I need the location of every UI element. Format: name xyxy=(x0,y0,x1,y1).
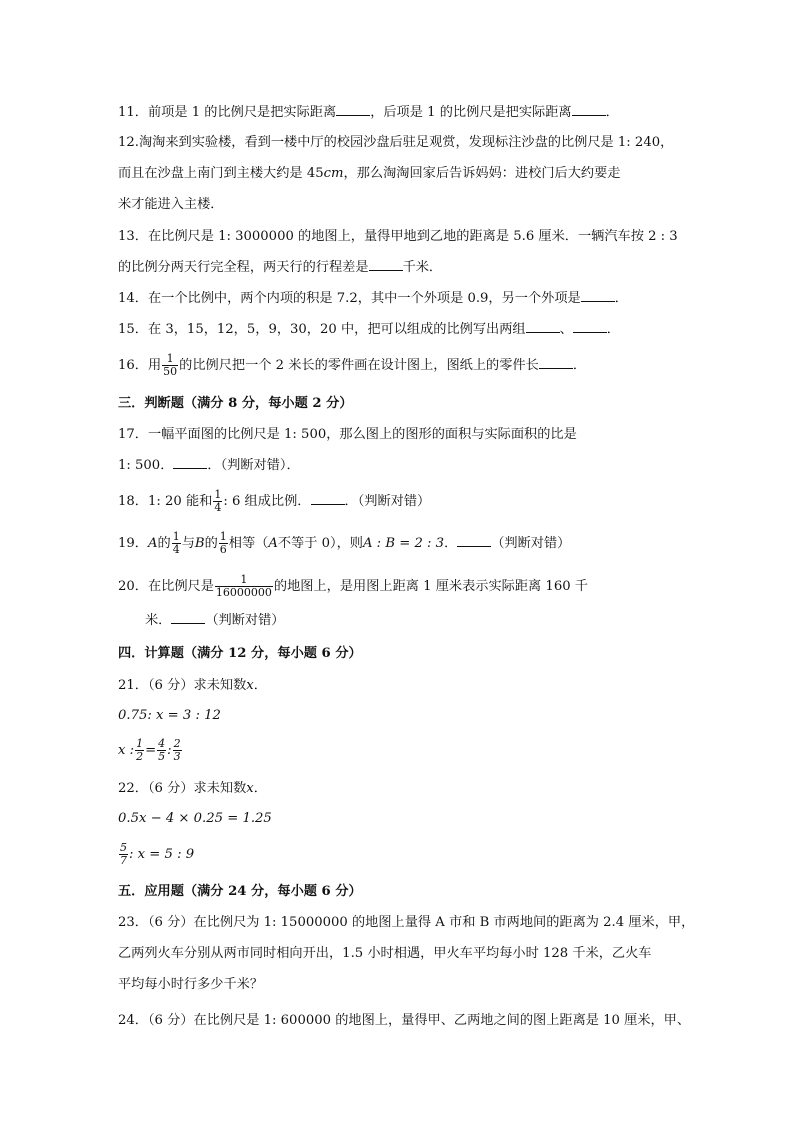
q12-text-2b: ，那么淘淘回家后告诉妈妈：进校门后大约要走 xyxy=(343,166,621,181)
q21-title-text: 21．（6 分）求未知数 xyxy=(118,678,247,693)
section-3-heading: 三．判断题（满分 8 分，每小题 2 分） xyxy=(118,396,353,411)
q22-equation-2 xyxy=(118,842,194,867)
fraction xyxy=(157,738,166,763)
q16-text-a: 16．用 xyxy=(118,358,162,373)
question-19 xyxy=(118,531,570,556)
answer-blank[interactable] xyxy=(336,103,370,116)
fraction xyxy=(219,531,228,556)
question-21-title xyxy=(118,676,267,696)
q19-text-a: 19． xyxy=(118,536,148,551)
fraction-denominator: 4 xyxy=(172,543,180,556)
variable-a: A xyxy=(147,536,158,551)
q17-text-1: 17．一幅平面图的比例尺是 1: 500，那么图上的图形的面积与实际面积的比是 xyxy=(118,427,577,442)
q20-text-2b: （判断对错） xyxy=(205,613,285,628)
fraction-numerator: 2 xyxy=(173,737,181,750)
q19-ratio: A : B = 2 : 3 xyxy=(362,536,445,551)
q11-text-b: ，后项是 1 的比例尺是把实际距离 xyxy=(370,105,572,120)
q19-text-g: ． xyxy=(444,536,458,551)
question-12-line-1 xyxy=(118,133,673,153)
question-24-line-1: 24．（6 分）在比例尺是 1: 600000 的地图上，量得甲、乙两地之间的图上距离是 10 厘米，甲、 xyxy=(118,1013,691,1028)
eq-part: = xyxy=(145,743,157,758)
q20-text-2a: 米． xyxy=(145,613,172,628)
question-17-line-2 xyxy=(118,456,300,476)
eq-part: : x = 5 : 9 xyxy=(129,847,195,862)
question-11 xyxy=(118,103,619,123)
answer-blank[interactable] xyxy=(173,456,207,469)
eq-part: x : xyxy=(118,743,135,758)
q19-text-d: 的 xyxy=(204,536,218,551)
fraction-denominator: 6 xyxy=(219,543,227,556)
fraction xyxy=(213,489,222,514)
answer-blank[interactable] xyxy=(581,289,615,302)
answer-blank[interactable] xyxy=(539,356,573,369)
question-17-line-1 xyxy=(118,425,577,445)
question-23-line-2: 乙两列火车分别从两市同时相向开出，1.5 小时相遇，甲火车平均每小时 128 千米，乙火车 xyxy=(118,946,652,961)
variable-x: x xyxy=(246,678,254,693)
q14-text-a: 14．在一个比例中，两个内项的积是 7.2，其中一个外项是 0.9，另一个外项是 xyxy=(118,291,581,306)
q21-equation-1: 0.75: x = 3 : 12 xyxy=(118,708,221,723)
question-18 xyxy=(118,489,430,514)
fraction-numerator: 1 xyxy=(214,488,222,501)
fraction-numerator: 4 xyxy=(158,737,166,750)
fraction xyxy=(172,531,181,556)
q22-title-text: 22．（6 分）求未知数 xyxy=(118,781,247,796)
fraction xyxy=(119,842,128,867)
q13-text-1: 13．在比例尺是 1: 3000000 的地图上，量得甲地到乙地的距离是 5.6 厘米．一辆汽车按 2 : 3 xyxy=(118,229,678,244)
fraction-denominator: 3 xyxy=(173,750,181,763)
question-16 xyxy=(118,353,586,378)
answer-blank[interactable] xyxy=(572,103,606,116)
q11-text-c: ． xyxy=(605,105,619,120)
q13-text-2b: 千米． xyxy=(402,260,443,275)
fraction-denominator: 2 xyxy=(136,750,144,763)
q18-text-b: : 6 组成比例． xyxy=(223,494,311,509)
q17-text-2a: 1: 500． xyxy=(118,458,174,473)
answer-blank[interactable] xyxy=(526,320,560,333)
variable-b: B xyxy=(194,536,205,551)
fraction-denominator: 16000000 xyxy=(215,586,272,599)
variable-x: x xyxy=(246,781,254,796)
q22-equation-1: 0.5x − 4 × 0.25 = 1.25 xyxy=(118,811,272,826)
fraction-numerator: 1 xyxy=(215,574,273,587)
question-20-line-1 xyxy=(118,574,588,599)
q16-text-c: ． xyxy=(572,358,586,373)
fraction-denominator: 5 xyxy=(158,750,166,763)
q13-text-2a: 的比例分两天行完全程，两天行的行程差是 xyxy=(118,260,369,275)
question-20-line-2 xyxy=(145,611,285,631)
q20-text-b: 的地图上，是用图上距离 1 厘米表示实际距离 160 千 xyxy=(273,579,588,594)
fraction-denominator: 50 xyxy=(163,365,178,378)
question-22-title xyxy=(118,779,267,799)
answer-blank[interactable] xyxy=(311,492,345,505)
q11-text-a: 11．前项是 1 的比例尺是把实际距离 xyxy=(118,105,337,120)
section-5-heading: 五．应用题（满分 24 分，每小题 6 分） xyxy=(118,884,362,899)
q15-text-c: ． xyxy=(606,322,620,337)
q14-text-b: ． xyxy=(614,291,628,306)
q17-text-2b: ．（判断对错）． xyxy=(207,458,300,473)
eq-part: : xyxy=(167,743,172,758)
q15-text-a: 15．在 3，15，12，5，9，30，20 中，把可以组成的比例写出两组 xyxy=(118,322,526,337)
q18-text-a: 18．1: 20 能和 xyxy=(118,494,213,509)
answer-blank[interactable] xyxy=(369,258,403,271)
fraction xyxy=(215,574,273,599)
question-13-line-2 xyxy=(118,258,442,278)
q15-text-b: 、 xyxy=(559,322,573,337)
q21-equation-2 xyxy=(118,738,183,763)
q12-text-2a: 而且在沙盘上南门到主楼大约是 45 xyxy=(118,166,324,181)
q19-text-c: 与 xyxy=(181,536,195,551)
q19-text-b: 的 xyxy=(157,536,171,551)
question-23-line-1: 23．（6 分）在比例尺为 1: 15000000 的地图上量得 A 市和 B 市两地间的距离为 2.4 厘米，甲， xyxy=(118,915,695,930)
fraction-numerator: 1 xyxy=(162,353,178,366)
q22-title-dot: ． xyxy=(253,781,267,796)
fraction xyxy=(173,738,182,763)
question-15 xyxy=(118,320,620,340)
q20-text-a: 20．在比例尺是 xyxy=(118,579,214,594)
q19-text-f: 不等于 0），则 xyxy=(277,536,363,551)
variable-a: A xyxy=(268,536,278,551)
question-14 xyxy=(118,289,628,309)
q19-text-h: （判断对错） xyxy=(491,536,571,551)
question-12-line-2 xyxy=(118,164,620,184)
q12-unit: cm xyxy=(323,166,344,181)
question-12-line-3 xyxy=(118,195,224,215)
q19-text-e: 相等（ xyxy=(228,536,269,551)
fraction-denominator: 7 xyxy=(120,854,127,867)
q12-text-1: 12.淘淘来到实验楼，看到一楼中厅的校园沙盘后驻足观赏，发现标注沙盘的比例尺是 1: 240， xyxy=(118,135,674,150)
question-13-line-1 xyxy=(118,227,678,247)
fraction-numerator: 1 xyxy=(136,737,144,750)
q16-text-b: 的比例尺把一个 2 米长的零件画在设计图上，图纸上的零件长 xyxy=(179,358,539,373)
q21-title-dot: ． xyxy=(253,678,267,693)
answer-blank[interactable] xyxy=(573,320,607,333)
section-4-heading: 四．计算题（满分 12 分，每小题 6 分） xyxy=(118,646,362,661)
fraction-numerator: 1 xyxy=(172,530,180,543)
question-23-line-3: 平均每小时行多少千米？ xyxy=(118,977,264,992)
q12-text-3: 米才能进入主楼． xyxy=(118,197,224,212)
fraction-numerator: 5 xyxy=(120,841,127,854)
fraction xyxy=(135,738,144,763)
answer-blank[interactable] xyxy=(171,611,205,624)
fraction xyxy=(162,353,178,378)
fraction-denominator: 4 xyxy=(214,501,222,514)
answer-blank[interactable] xyxy=(457,534,491,547)
fraction-numerator: 1 xyxy=(219,530,227,543)
q18-text-c: ．（判断对错） xyxy=(344,494,431,509)
